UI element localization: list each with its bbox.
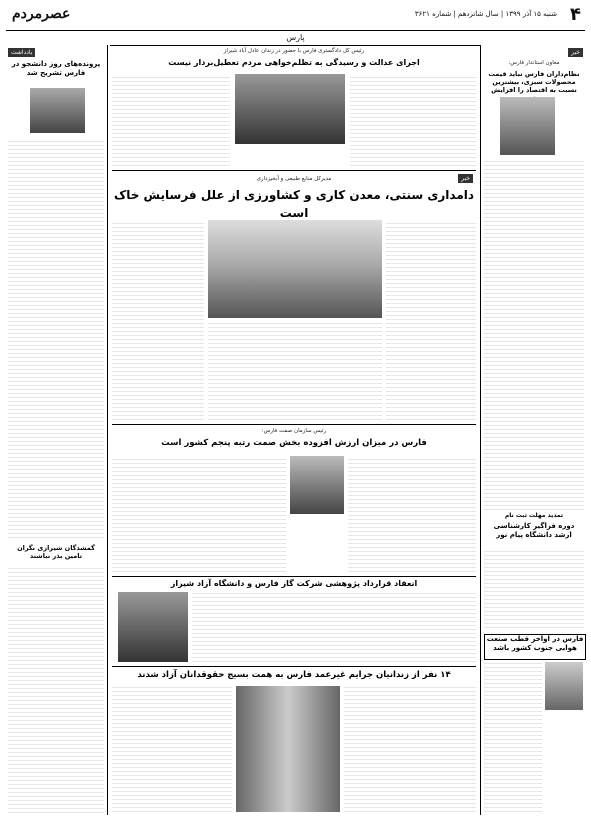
bottom-story-body-left xyxy=(112,686,232,812)
right-column-tag: خبر xyxy=(568,48,583,57)
right-bottom-body xyxy=(484,548,584,628)
divider xyxy=(112,424,476,425)
feature-body-left xyxy=(112,220,204,420)
page-number: ۴ xyxy=(570,4,581,25)
left-column-tag: یادداشت xyxy=(8,48,35,57)
right-bottom-kicker: تمدید مهلت ثبت نام xyxy=(504,512,564,519)
feature-tag: خبر xyxy=(458,174,473,183)
right-kicker: معاون استاندار فارس: xyxy=(508,60,560,66)
bottom-story-headline: ۱۴ نفر از زندانیان جرایم غیرعمد فارس به همت بسیج حقوقدانان آزاد شدند xyxy=(137,670,451,680)
feature-body-center xyxy=(208,322,382,420)
column-rule xyxy=(480,45,481,815)
feature-headline: دامداری سنتی، معدن کاری و کشاورزی از علل فرسایش خاک است xyxy=(113,188,475,220)
divider xyxy=(112,576,476,577)
banner-body xyxy=(192,592,476,662)
top-story-headline: اجرای عدالت و رسیدگی به تظلم‌خواهی مردم تعطیل‌بردار نیست xyxy=(168,58,420,67)
banner-headline: انعقاد قرارداد پژوهشی شرکت گاز فارس و دانشگاه آزاد شیراز xyxy=(170,579,418,588)
divider xyxy=(112,666,476,667)
left-bottom-body xyxy=(8,568,104,813)
student-photo xyxy=(30,88,85,133)
feature-body-right xyxy=(386,220,476,420)
prison-corridor-photo xyxy=(236,686,340,812)
top-story-body-right xyxy=(350,74,476,166)
gas-company-official-photo xyxy=(118,592,188,662)
divider xyxy=(112,170,476,171)
right-body-text xyxy=(484,160,584,510)
section-title: پارس xyxy=(110,33,481,46)
middle-story-kicker: رئیس سازمان صمت فارس: xyxy=(261,428,327,434)
newspaper-logo: عصرمردم xyxy=(12,6,71,22)
bottom-story-body-right xyxy=(344,686,476,812)
court-visit-photo xyxy=(235,74,345,144)
right-box-headline: فارس در اواخر قطب صنعت هوایی جنوب کشور باشد xyxy=(484,634,586,660)
middle-story-headline: فارس در میزان ارزش افزوده بخش صمت رتبه پنجم کشور است xyxy=(161,438,427,448)
middle-story-body-right xyxy=(348,456,476,572)
portrait-photo-small xyxy=(545,662,583,710)
official-portrait-photo xyxy=(500,97,555,155)
column-rule xyxy=(107,45,108,815)
official-masked-photo xyxy=(290,456,344,514)
left-headline: پرونده‌های روز دانشجو در فارس تشریح شد xyxy=(11,60,101,77)
top-story-kicker: رئیس کل دادگستری فارس با حضور در زندان عادل آباد شیراز xyxy=(223,48,365,54)
middle-story-body-left xyxy=(112,456,286,572)
right-box-body xyxy=(484,662,542,812)
masthead xyxy=(6,4,585,31)
sheep-herd-photo xyxy=(208,220,382,318)
date-line: شنبه ۱۵ آذر ۱۳۹۹ | سال شانزدهم | شماره ۳۶۲۱ xyxy=(414,10,557,18)
feature-kicker: مدیرکل منابع طبیعی و آبخیزداری xyxy=(256,176,332,182)
left-body-text xyxy=(8,138,104,538)
left-bottom-headline: گمشدگان شیرازی نگران تامین بذر نباشند xyxy=(17,544,95,560)
right-headline: نظام‌داران فارس نباید قیمت محصولات سبزی، بیشترین نسبت به اقتصاد را افزایش xyxy=(488,70,580,94)
right-bottom-headline: دوره فراگیر کارشناسی ارشد دانشگاه پیام نور xyxy=(493,522,575,539)
top-story-body-left xyxy=(112,74,230,166)
